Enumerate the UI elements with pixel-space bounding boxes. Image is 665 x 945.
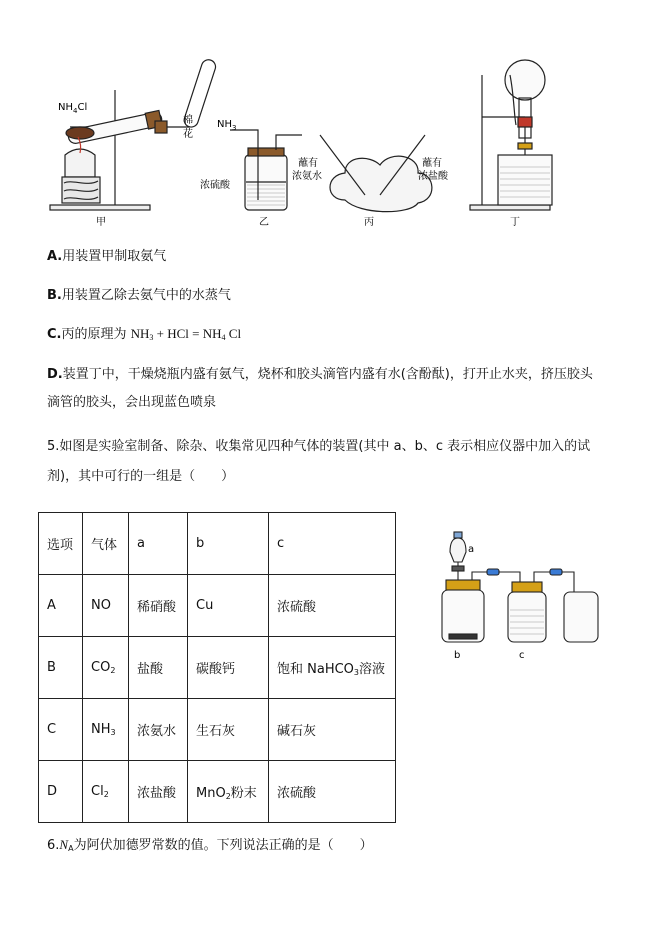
bing-left-label-1: 蘸有 [298, 158, 318, 169]
bing-right-label-1: 蘸有 [422, 158, 442, 169]
row-a: 盐酸 [129, 637, 188, 699]
row-b: MnO$_2$粉末 [188, 761, 269, 823]
bing-left-label-2: 浓氨水 [292, 171, 322, 182]
header-gas: 气体 [83, 513, 129, 575]
option-d-line-1: D.装置丁中，干燥烧瓶内盛有氨气，烧杯和胶头滴管内盛有水(含酚酞)，打开止水夹，挤压胶头 [47, 367, 593, 382]
row-gas: NO [83, 575, 129, 637]
row-gas: $Cl_2$ [83, 761, 129, 823]
option-b: B.用装置乙除去氨气中的水蒸气 [47, 288, 231, 303]
header-option: 选项 [39, 513, 83, 575]
row-c: 浓硫酸 [269, 761, 396, 823]
row-a: 浓氨水 [129, 699, 188, 761]
row-b: 碳酸钙 [188, 637, 269, 699]
row-c: 饱和 NaHCO$_3$溶液 [269, 637, 396, 699]
option-d-line-2: 滴管的胶头，会出现蓝色喷泉 [47, 395, 217, 410]
table-row [39, 699, 396, 761]
bing-right-label-2: 浓盐酸 [418, 171, 448, 182]
ding-caption: 丁 [510, 217, 520, 228]
header-b: b [188, 513, 269, 575]
row-option: D [39, 761, 83, 823]
row-option: B [39, 637, 83, 699]
question-5-line-2: 剂)，其中可行的一组是（ ） [47, 469, 235, 484]
jia-cotton-label-2: 花 [183, 129, 193, 140]
header-c: c [269, 513, 396, 575]
row-c: 浓硫酸 [269, 575, 396, 637]
yi-caption: 乙 [259, 217, 269, 228]
option-c: C.丙的原理为 $NH_3$ + HCl = $NH_4$ Cl [47, 326, 242, 342]
gas-options-table [38, 512, 396, 823]
yi-gas-label: $NH_3$ [217, 119, 237, 132]
row-gas: $CO_2$ [83, 637, 129, 699]
row-b: 生石灰 [188, 699, 269, 761]
table-row [39, 575, 396, 637]
row-c: 碱石灰 [269, 699, 396, 761]
row-b: Cu [188, 575, 269, 637]
gas-preparation-apparatus [432, 530, 612, 665]
label-c: c [519, 650, 525, 661]
apparatus-bing [320, 135, 432, 212]
label-b: b [454, 650, 461, 661]
label-a: a [468, 544, 475, 555]
table-row [39, 637, 396, 699]
row-gas: $NH_3$ [83, 699, 129, 761]
yi-reagent-label: 浓硫酸 [200, 180, 230, 191]
question-5-line-1: 5.如图是实验室制备、除杂、收集常见四种气体的装置(其中 a、b、c 表示相应仪器中加入的试 [47, 439, 591, 454]
bing-caption: 丙 [364, 217, 374, 228]
reaction-equation: $NH_3$ + HCl = $NH_4$ Cl [130, 326, 242, 342]
row-option: C [39, 699, 83, 761]
jia-caption: 甲 [96, 217, 106, 228]
option-a: A.用装置甲制取氨气 [47, 249, 167, 264]
header-a: a [129, 513, 188, 575]
row-a: 稀硝酸 [129, 575, 188, 637]
jia-reagent-label: $NH_4Cl$ [58, 102, 88, 115]
row-a: 浓盐酸 [129, 761, 188, 823]
apparatus-yi [230, 130, 302, 210]
table-header-row [39, 513, 396, 575]
apparatus-figure [40, 55, 560, 230]
jia-cotton-label-1: 棉 [183, 115, 193, 126]
row-option: A [39, 575, 83, 637]
apparatus-ding [470, 60, 552, 210]
question-6: $6.N_A$为阿伏加德罗常数的值。下列说法正确的是（ ） [47, 837, 373, 853]
table-row [39, 761, 396, 823]
